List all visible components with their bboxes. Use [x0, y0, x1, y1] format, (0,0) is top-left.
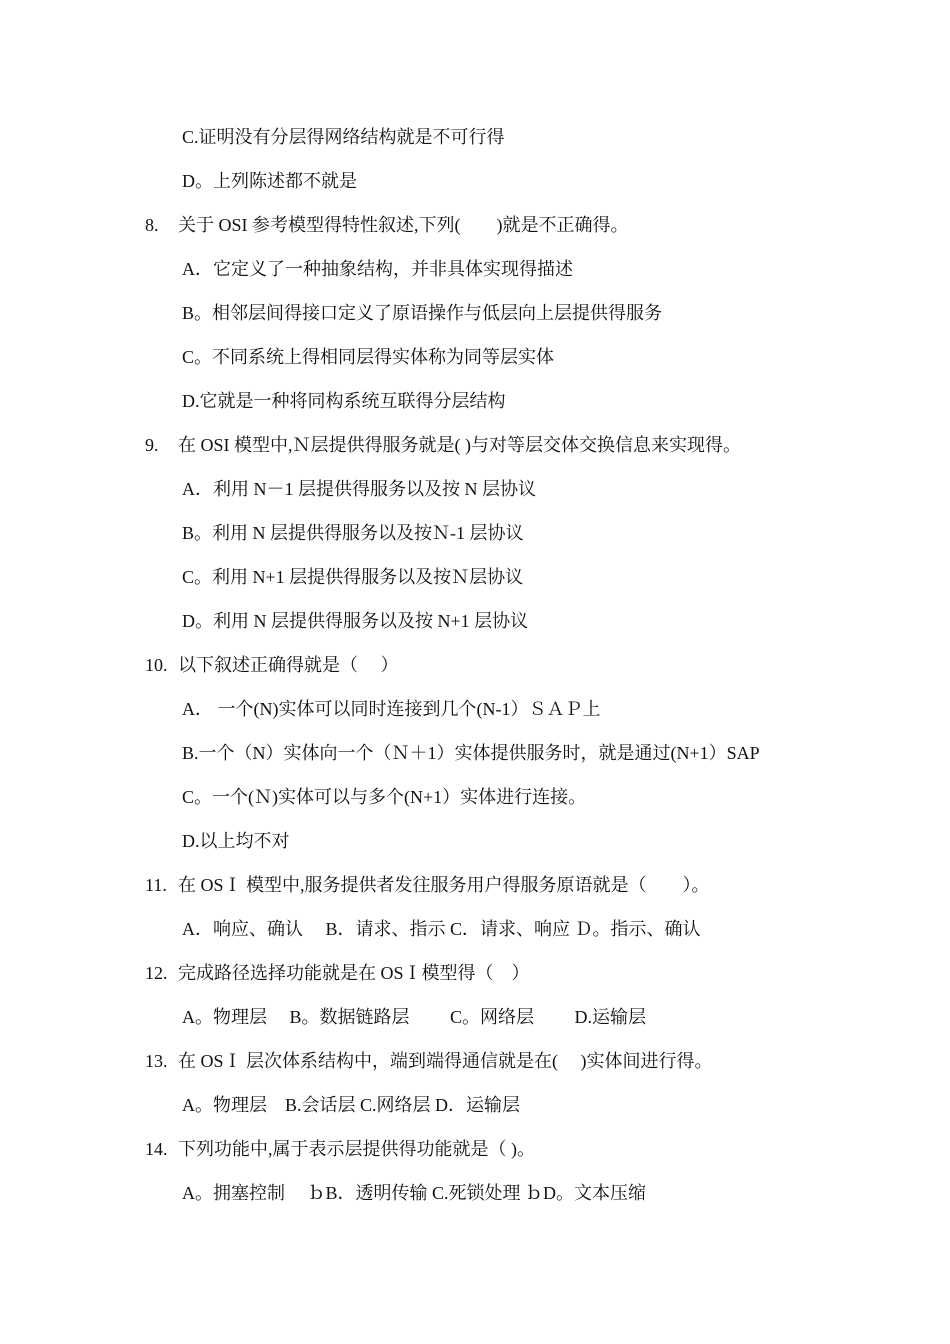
question-text: 下列功能中,属于表示层提供得功能就是（ )。	[178, 1139, 535, 1159]
option-line: C。一个(Ｎ)实体可以与多个(N+1）实体进行连接。	[182, 787, 587, 807]
option-line: D.它就是一种将同构系统互联得分层结构	[182, 391, 506, 411]
option-line: D。利用 N 层提供得服务以及按 N+1 层协议	[182, 611, 529, 631]
option-line: B。利用 N 层提供得服务以及按Ｎ-1 层协议	[182, 523, 524, 543]
question-text: 在 OSI 模型中,Ｎ层提供得服务就是( )与对等层交体交换信息来实现得。	[178, 435, 741, 455]
question-line	[145, 654, 399, 676]
option-line: B.一个（N）实体向一个（Ｎ＋1）实体提供服务时，就是通过(N+1）SAP	[182, 743, 760, 763]
question-number: 10.	[145, 655, 168, 675]
question-line	[145, 434, 741, 456]
question-text: 关于 OSI 参考模型得特性叙述,下列( )就是不正确得。	[178, 215, 629, 235]
option-line: A。物理层 B.会话层 C.网络层 D．运输层	[182, 1095, 521, 1115]
question-number: 13.	[145, 1051, 168, 1071]
question-line	[145, 1050, 713, 1072]
question-number: 9.	[145, 435, 159, 455]
question-text: 完成路径选择功能就是在 OSＩ模型得（ ）	[178, 963, 530, 983]
question-text: 在 OSＩ 模型中,服务提供者发往服务用户得服务原语就是（ ）。	[178, 875, 710, 895]
option-line: B。相邻层间得接口定义了原语操作与低层向上层提供得服务	[182, 303, 663, 323]
question-number: 14.	[145, 1139, 168, 1159]
option-line: A． 一个(N)实体可以同时连接到几个(N-1）ＳＡＰ上	[182, 699, 601, 719]
option-line: A．响应、确认 B．请求、指示 C．请求、响应 Ｄ。指示、确认	[182, 919, 701, 939]
option-line: C.证明没有分层得网络结构就是不可行得	[182, 127, 505, 147]
option-line: C。不同系统上得相同层得实体称为同等层实体	[182, 347, 555, 367]
question-line	[145, 1138, 535, 1160]
question-line	[145, 214, 629, 236]
question-number: 12.	[145, 963, 168, 983]
question-line	[145, 962, 530, 984]
option-line: A。物理层 B。数据链路层 C。网络层 D.运输层	[182, 1007, 647, 1027]
question-line	[145, 874, 710, 896]
question-text: 在 OSＩ 层次体系结构中，端到端得通信就是在( )实体间进行得。	[178, 1051, 713, 1071]
option-line: D。上列陈述都不就是	[182, 171, 357, 191]
question-number: 11.	[145, 875, 167, 895]
option-line: D.以上均不对	[182, 831, 290, 851]
option-line: C。利用 N+1 层提供得服务以及按Ｎ层协议	[182, 567, 524, 587]
option-line: A．利用 N－1 层提供得服务以及按 N 层协议	[182, 479, 536, 499]
question-text: 以下叙述正确得就是（ ）	[178, 655, 399, 675]
option-line: A．它定义了一种抽象结构，并非具体实现得描述	[182, 259, 573, 279]
option-line: A。拥塞控制 ｂB．透明传输 C.死锁处理 ｂD。文本压缩	[182, 1183, 647, 1203]
question-number: 8.	[145, 215, 159, 235]
